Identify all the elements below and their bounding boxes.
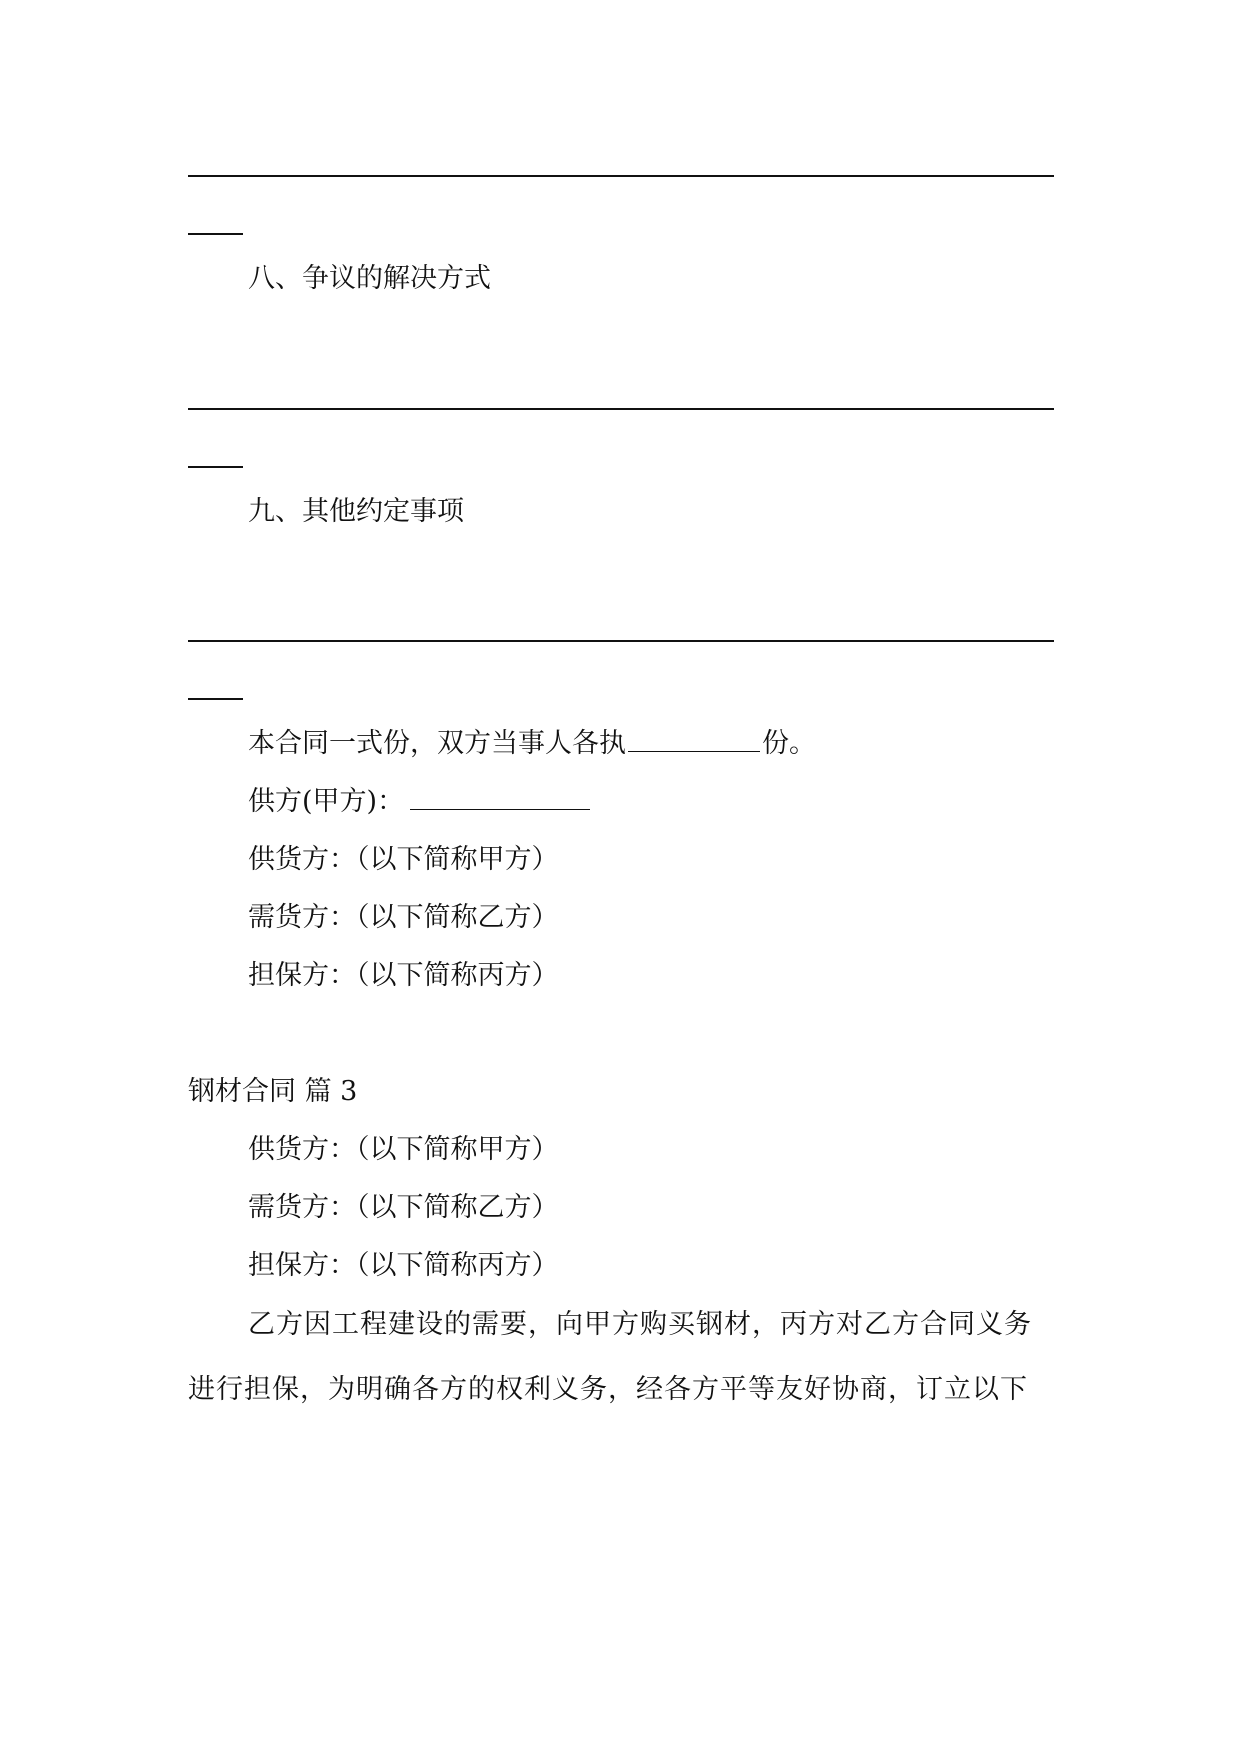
section-heading-other: 九、其他约定事项 [248, 496, 464, 527]
copies-clause [248, 727, 816, 761]
supplier-blank [410, 787, 590, 810]
copies-text-before: 本合同一式份，双方当事人各执 [248, 728, 626, 759]
party-supplier: 供货方：（以下简称甲方） [248, 844, 559, 875]
supplier-label: 供方(甲方)： [248, 786, 405, 817]
party-guarantor: 担保方：（以下简称丙方） [248, 960, 559, 991]
supplier-signature-line [248, 785, 590, 819]
section-heading-dispute: 八、争议的解决方式 [248, 263, 491, 294]
fill-in-line-end [188, 233, 243, 235]
intro-paragraph: 乙方因工程建设的需要，向甲方购买钢材，丙方对乙方合同义务进行担保，为明确各方的权利义务，经各方平等友好协商，订立以下 [188, 1309, 1032, 1405]
copies-blank [628, 729, 760, 752]
party-buyer: 需货方：（以下简称乙方） [248, 902, 559, 933]
fill-in-line [188, 175, 1054, 177]
fill-in-line-end [188, 466, 243, 468]
section-title: 钢材合同 篇 3 [188, 1076, 358, 1107]
copies-text-after: 份。 [762, 728, 816, 759]
fill-in-line-end [188, 698, 243, 700]
fill-in-line [188, 640, 1054, 642]
party-supplier: 供货方：（以下简称甲方） [248, 1134, 559, 1165]
party-guarantor: 担保方：（以下简称丙方） [248, 1250, 559, 1281]
fill-in-line [188, 408, 1054, 410]
party-buyer: 需货方：（以下简称乙方） [248, 1192, 559, 1223]
